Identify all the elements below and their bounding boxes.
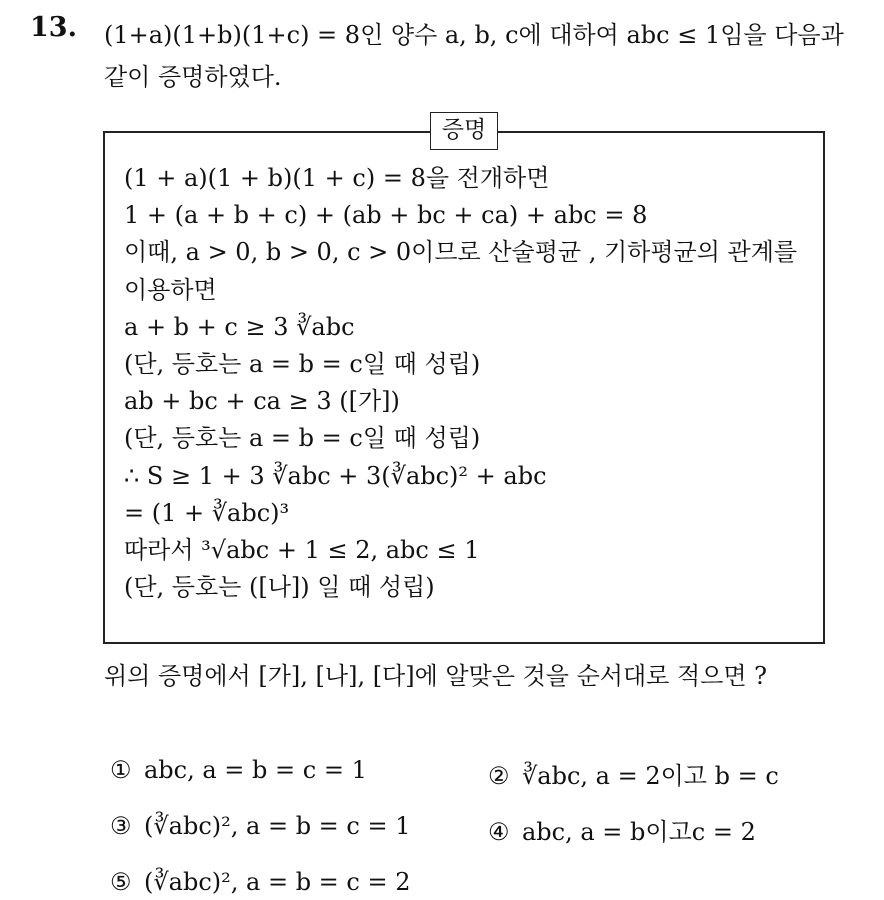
choice-text: (∛abc)², a = b = c = 2 — [144, 868, 411, 896]
choice-text: abc, a = b이고c = 2 — [522, 818, 756, 846]
stem-line: 같이 증명하였다. — [104, 63, 282, 91]
choice-mark: ⑤ — [110, 868, 132, 896]
proof-line: 이용하면 — [124, 275, 217, 304]
stem-line: (1+a)(1+b)(1+c) = 8인 양수 a, b, c에 대하여 abc ≤ 1임을 다음과 — [104, 21, 844, 49]
choice-1[interactable] — [110, 756, 367, 784]
proof-line: (단, 등호는 ([나]) 일 때 성립) — [124, 573, 435, 602]
choice-text: abc, a = b = c = 1 — [144, 756, 367, 784]
choice-2[interactable] — [488, 756, 779, 791]
choice-text: ∛abc, a = 2이고 b = c — [522, 762, 779, 790]
choice-mark: ① — [110, 756, 132, 784]
choice-mark: ④ — [488, 818, 510, 846]
question-number: 13. — [30, 12, 77, 43]
proof-line: ab + bc + ca ≥ 3 ([가]) — [124, 387, 400, 416]
proof-line: (단, 등호는 a = b = c일 때 성립) — [124, 349, 481, 378]
choice-4[interactable] — [488, 812, 756, 847]
proof-line: 1 + (a + b + c) + (ab + bc + ca) + abc = 8 — [124, 201, 648, 230]
choice-text: (∛abc)², a = b = c = 1 — [144, 812, 411, 840]
proof-line: ∴ S ≥ 1 + 3 ∛abc + 3(∛abc)² + abc — [124, 461, 547, 490]
choice-5[interactable] — [110, 868, 411, 896]
question-prompt: 위의 증명에서 [가], [나], [다]에 알맞은 것을 순서대로 적으면 ? — [104, 662, 768, 690]
proof-title: 증명 — [430, 112, 498, 150]
proof-line: (단, 등호는 a = b = c일 때 성립) — [124, 424, 481, 453]
choice-mark: ② — [488, 762, 510, 790]
choice-3[interactable] — [110, 812, 411, 840]
proof-line: = (1 + ∛abc)³ — [124, 498, 290, 527]
proof-line: (1 + a)(1 + b)(1 + c) = 8을 전개하면 — [124, 164, 550, 192]
proof-line: 이때, a > 0, b > 0, c > 0이므로 산술평균 , 기하평균의 관계를 — [124, 238, 798, 267]
proof-body — [124, 160, 797, 606]
question-stem — [104, 14, 864, 98]
proof-line: 따라서 ³√abc + 1 ≤ 2, abc ≤ 1 — [124, 535, 480, 564]
proof-line: a + b + c ≥ 3 ∛abc — [124, 312, 355, 341]
choice-mark: ③ — [110, 812, 132, 840]
